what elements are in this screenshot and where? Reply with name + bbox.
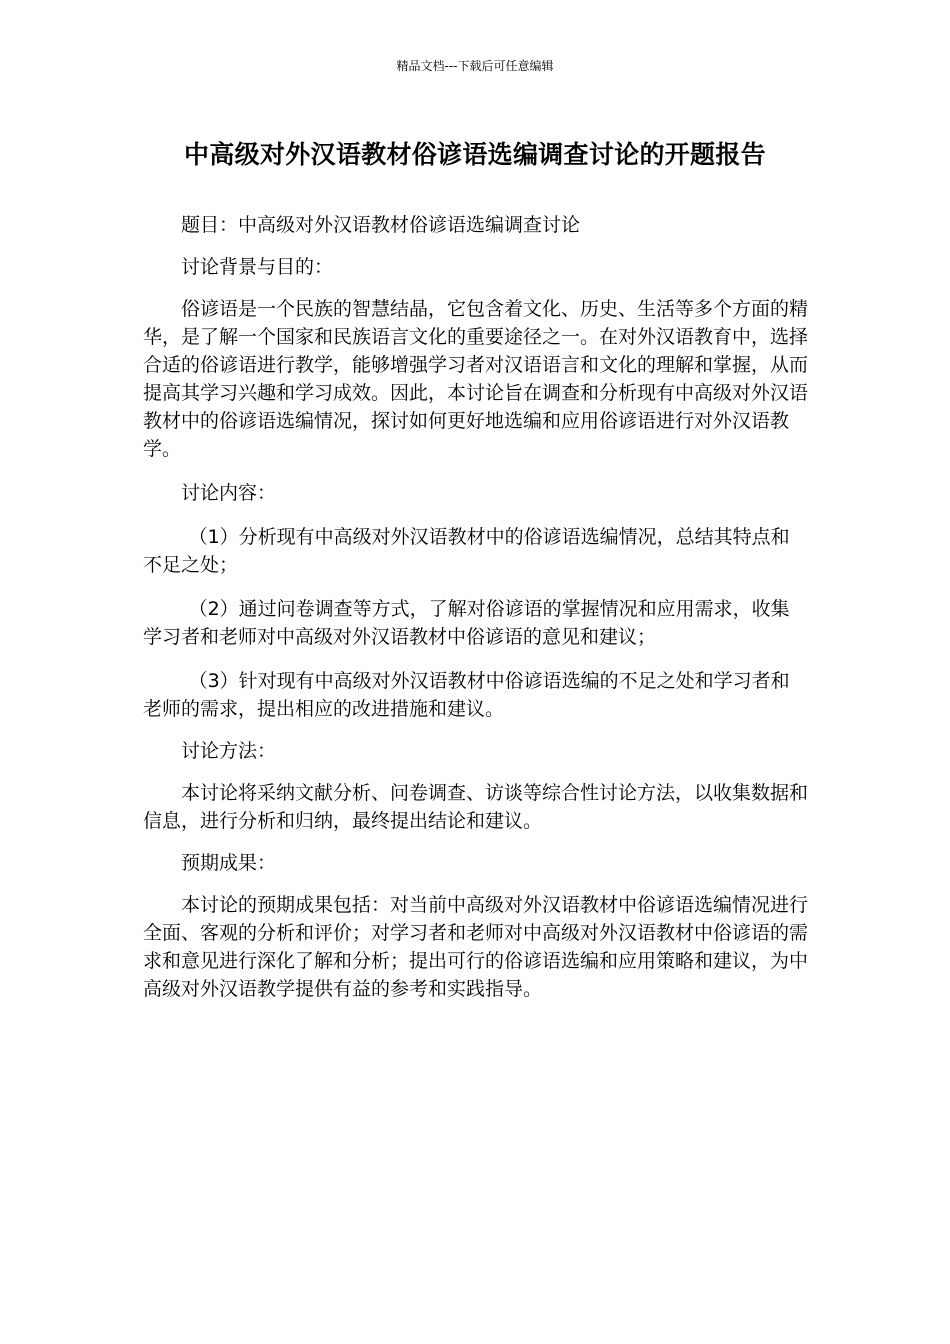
document-title: 中高级对外汉语教材俗谚语选编调查讨论的开题报告 [184, 140, 766, 169]
content-item: （1）分析现有中高级对外汉语教材中的俗谚语选编情况，总结其特点和不足之处； [143, 526, 790, 576]
background-heading: 讨论背景与目的： [181, 256, 334, 278]
outcome-paragraph: 本讨论的预期成果包括：对当前中高级对外汉语教材中俗谚语选编情况进行全面、客观的分析和评价；对学习者和老师对中高级对外汉语教材中俗谚语的需求和意见进行深化了解和分析；提出可行的俗谚语选编和应用策略和建议，为中高级对外汉语教学提供有益的参考和实践指导。 [143, 894, 809, 1000]
method-heading: 讨论方法： [181, 740, 277, 762]
outcome-heading: 预期成果： [181, 852, 277, 874]
content-item: （2）通过问卷调查等方式，了解对俗谚语的掌握情况和应用需求，收集学习者和老师对中高级对外汉语教材中俗谚语的意见和建议； [143, 598, 790, 648]
content-heading: 讨论内容： [181, 482, 277, 504]
document-body [143, 211, 808, 1003]
topic-line: 题目：中高级对外汉语教材俗谚语选编调查讨论 [181, 214, 581, 236]
background-paragraph: 俗谚语是一个民族的智慧结晶，它包含着文化、历史、生活等多个方面的精华，是了解一个国家和民族语言文化的重要途径之一。在对外汉语教育中，选择合适的俗谚语进行教学，能够增强学习者对汉语语言和文化的理解和掌握，从而提高其学习兴趣和学习成效。因此，本讨论旨在调查和分析现有中高级对外汉语教材中的俗谚语选编情况，探讨如何更好地选编和应用俗谚语进行对外汉语教学。 [143, 298, 809, 460]
method-paragraph: 本讨论将采纳文献分析、问卷调查、访谈等综合性讨论方法，以收集数据和信息，进行分析和归纳，最终提出结论和建议。 [143, 782, 809, 832]
header-note: 精品文档---下载后可任意编辑 [396, 59, 554, 73]
content-item: （3）针对现有中高级对外汉语教材中俗谚语选编的不足之处和学习者和老师的需求，提出相应的改进措施和建议。 [143, 670, 790, 720]
